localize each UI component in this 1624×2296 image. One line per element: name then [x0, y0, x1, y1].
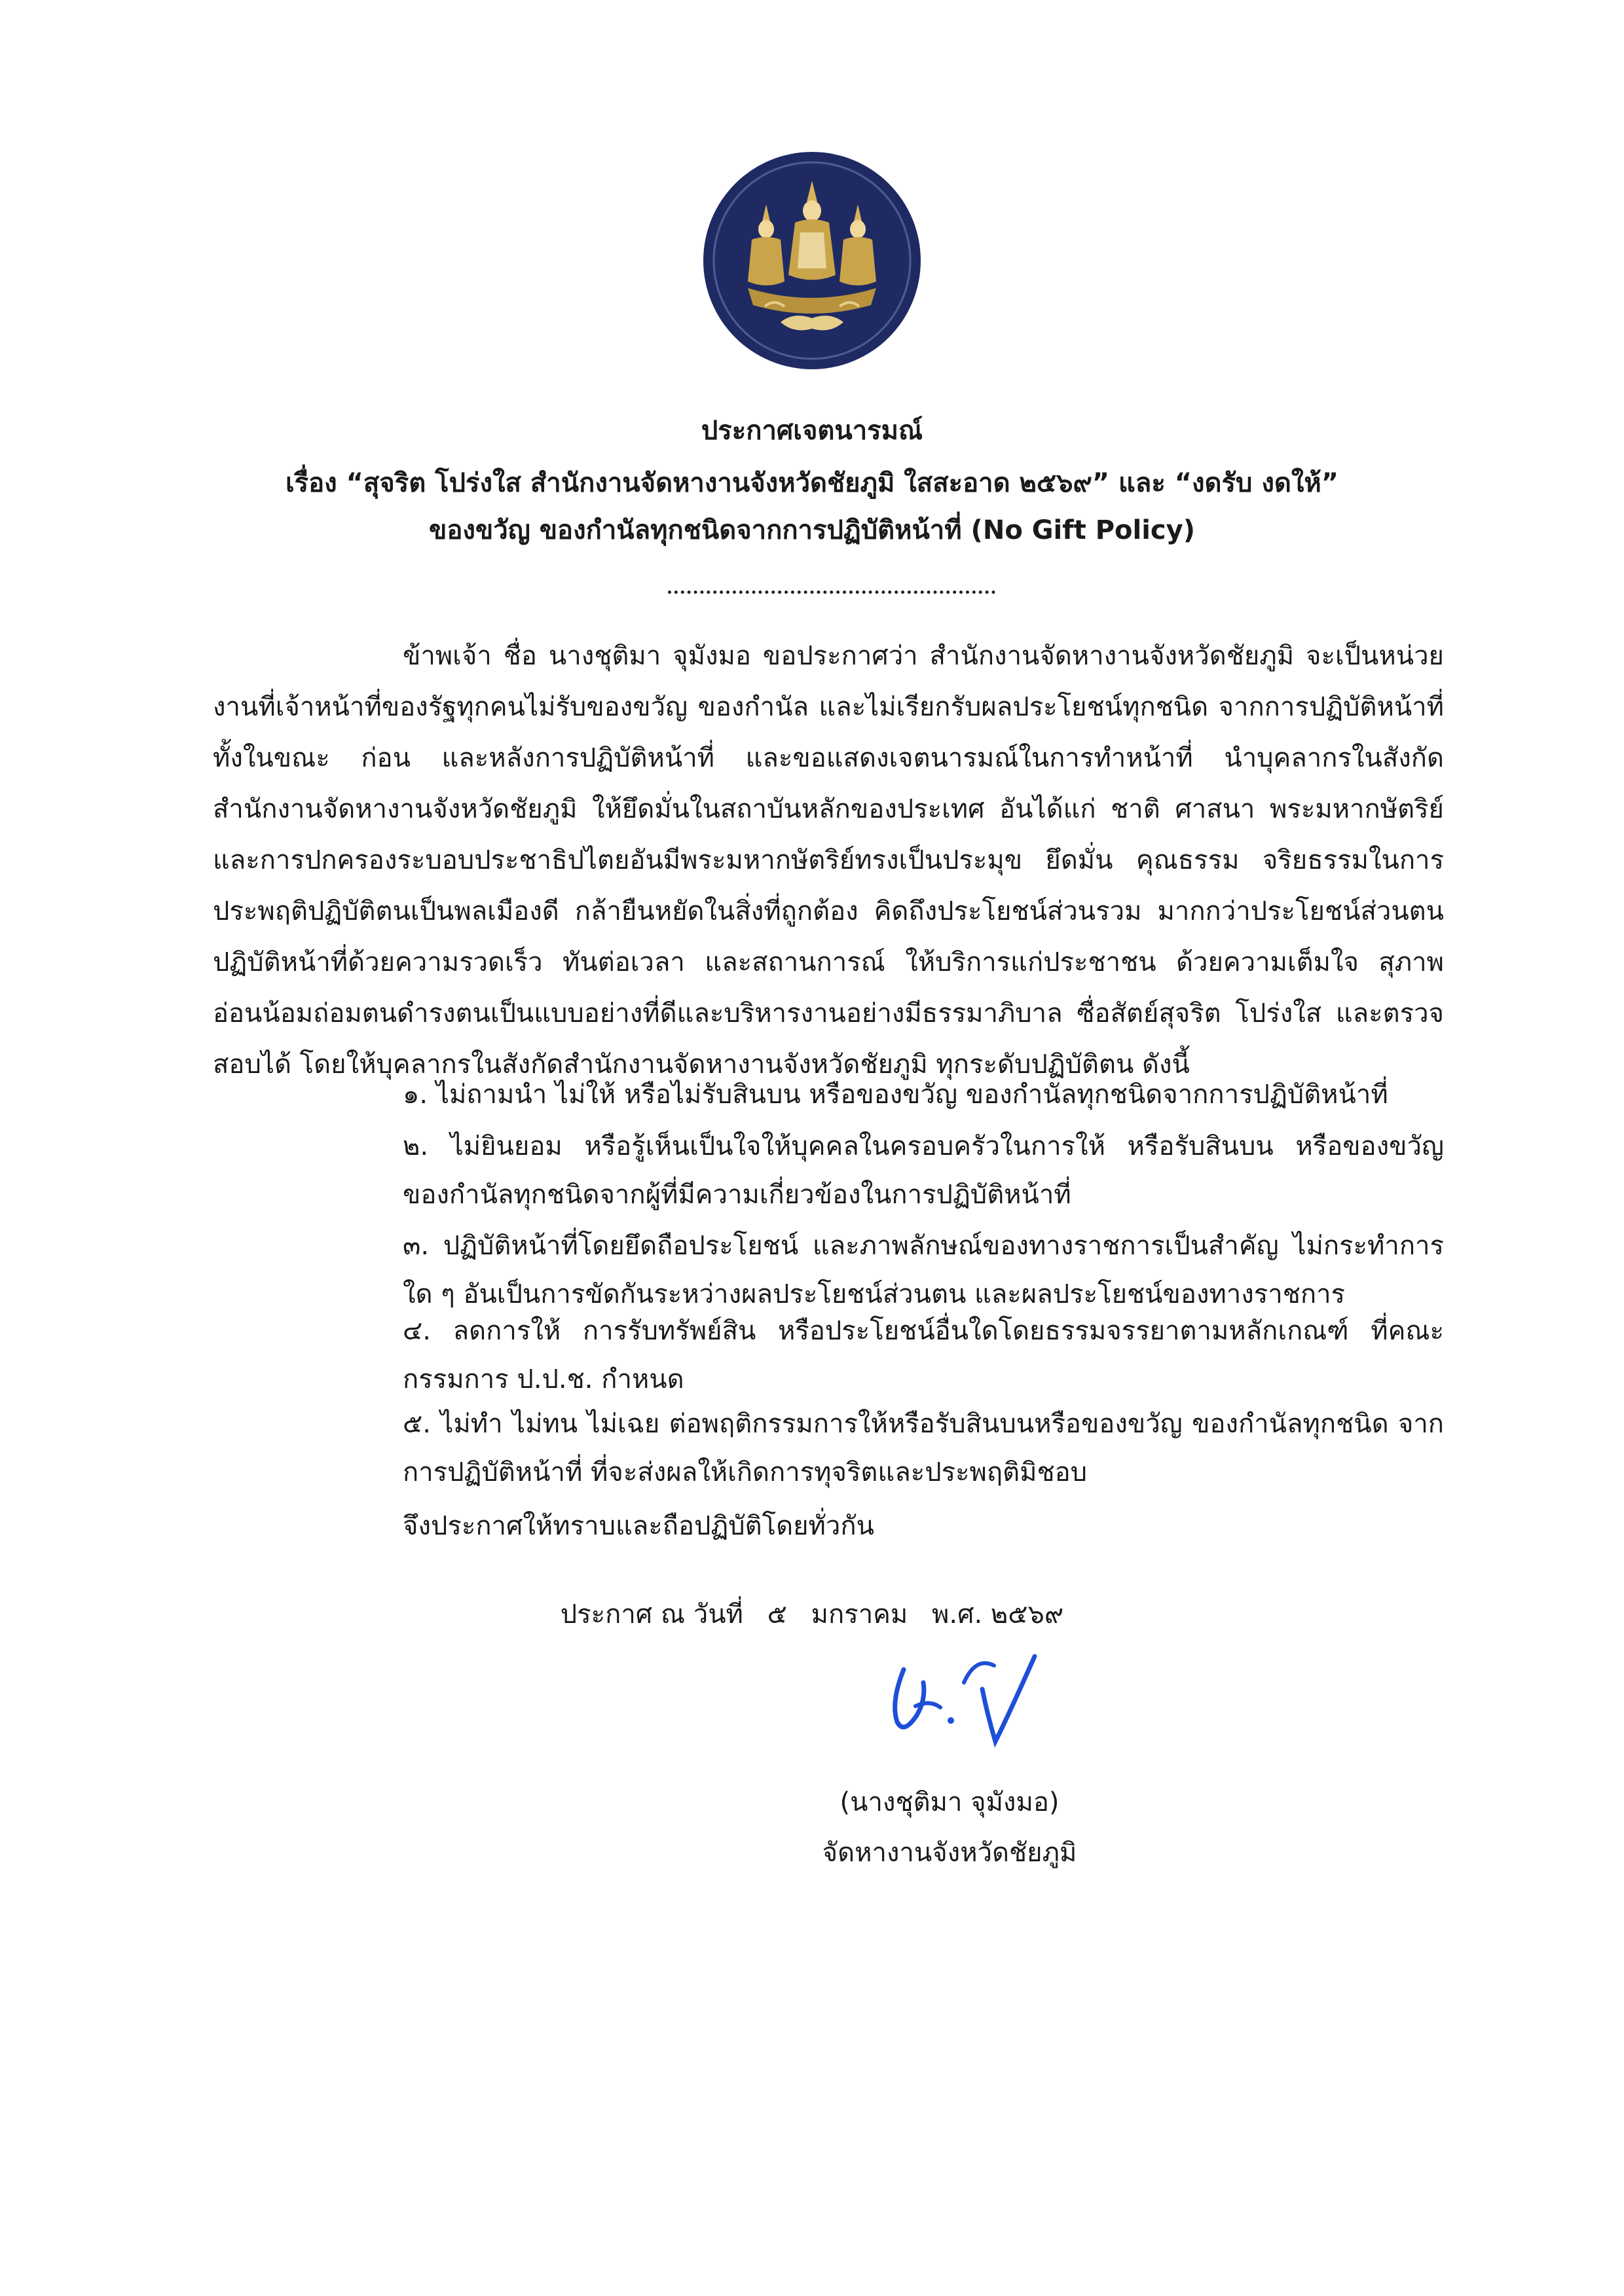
list-item-4	[213, 1307, 1444, 1404]
list-item-5-text: ๕. ไม่ทำ ไม่ทน ไม่เฉย ต่อพฤติกรรมการให้หรือรับสินบนหรือของขวัญ ของกำนัลทุกชนิด จากการปฏิบัติหน้าที่ ที่จะส่งผลให้เกิดการทุจริตและประพฤติมิชอบ	[403, 1409, 1444, 1487]
body-paragraph	[213, 630, 1444, 1090]
announcement-title: ประกาศเจตนารมณ์	[701, 416, 923, 446]
list-item-2-text: ๒. ไม่ยินยอม หรือรู้เห็นเป็นใจให้บุคคลในครอบครัวในการให้ หรือรับสินบน หรือของขวัญ ของกำนัลทุกชนิดจากผู้ที่มีความเกี่ยวข้องในการปฏิบัติหน้าที่	[403, 1131, 1444, 1210]
date-day: ๕	[767, 1599, 787, 1630]
list-item-4-text: ๔. ลดการให้ การรับทรัพย์สิน หรือประโยชน์อื่นใดโดยธรรมจรรยาตามหลักเกณฑ์ ที่คณะกรรมการ ป.ป.ช. กำหนด	[403, 1316, 1444, 1394]
ministry-emblem-icon	[702, 151, 922, 371]
list-item-5	[213, 1400, 1444, 1497]
subject-line: เรื่อง “สุจริต โปร่งใส สำนักงานจัดหางานจังหวัดชัยภูมิ ใสสะอาด ๒๕๖๙” และ “งดรับ งดให้”	[285, 468, 1339, 498]
list-item-1-text: ๑. ไม่ถามนำ ไม่ให้ หรือไม่รับสินบน หรือของขวัญ ของกำนัลทุกชนิดจากการปฏิบัติหน้าที่	[403, 1080, 1388, 1110]
list-item-2	[213, 1122, 1444, 1219]
handwritten-signature-icon	[877, 1643, 1054, 1755]
date-label: ประกาศ ณ วันที่	[560, 1599, 743, 1630]
list-item-3-text: ๓. ปฏิบัติหน้าที่โดยยึดถือประโยชน์ และภาพลักษณ์ของทางราชการเป็นสำคัญ ไม่กระทำการใด ๆ อันเป็นการขัดกันระหว่างผลประโยชน์ส่วนตน และผลประโยชน์ของทางราชการ	[403, 1231, 1444, 1309]
announcement-date	[131, 1593, 1493, 1635]
date-year: พ.ศ. ๒๕๖๙	[932, 1599, 1064, 1630]
list-item-3	[213, 1222, 1444, 1319]
signer-position: จัดหางานจังหวัดชัยภูมิ	[822, 1838, 1077, 1868]
signer-name: (นางชุติมา จุมังมอ)	[840, 1787, 1060, 1817]
closing-statement: จึงประกาศให้ทราบและถือปฏิบัติโดยทั่วกัน	[403, 1511, 874, 1541]
body-paragraph-text: ข้าพเจ้า ชื่อ นางชุติมา จุมังมอ ขอประกาศว่า สำนักงานจัดหางานจังหวัดชัยภูมิ จะเป็นหน่วยงานที่เจ้าหน้าที่ของรัฐทุกคนไม่รับของขวัญ ของกำนัล และไม่เรียกรับผลประโยชน์ทุกชนิด จากการปฏิบัติหน้าที่ ทั้งในขณะ ก่อน และหลังการปฏิบัติหน้าที่ และขอแสดงเจตนารมณ์ในการทำหน้าที่ นำบุคลากรในสังกัดสำนักงานจัดหางานจังหวัดชัยภูมิ ให้ยึดมั่นในสถาบันหลักของประเทศ อันได้แก่ ชาติ ศาสนา พระมหากษัตริย์ และการปกครองระบอบประชาธิปไตยอันมีพระมหากษัตริย์ทรงเป็นประมุข ยึดมั่น คุณธรรม จริยธรรมในการประพฤติปฏิบัติตนเป็นพลเมืองดี กล้ายืนหยัดในสิ่งที่ถูกต้อง คิดถึงประโยชน์ส่วนรวม มากกว่าประโยชน์ส่วนตน ปฏิบัติหน้าที่ด้วยความรวดเร็ว ทันต่อเวลา และสถานการณ์ ให้บริการแก่ประชาชน ด้วยความเต็มใจ สุภาพ อ่อนน้อมถ่อมตนดำรงตนเป็นแบบอย่างที่ดีและบริหารงานอย่างมีธรรมาภิบาล ซื่อสัตย์สุจริต โปร่งใส และตรวจสอบได้ โดยให้บุคลากรในสังกัดสำนักงานจัดหางานจังหวัดชัยภูมิ ทุกระดับปฏิบัติตน ดังนี้	[213, 641, 1444, 1080]
dotted-divider	[668, 591, 995, 594]
subject-line-2: ของขวัญ ของกำนัลทุกชนิดจากการปฏิบัติหน้าที่ (No Gift Policy)	[429, 515, 1195, 545]
date-month: มกราคม	[811, 1599, 908, 1630]
list-item-1	[213, 1070, 1444, 1119]
